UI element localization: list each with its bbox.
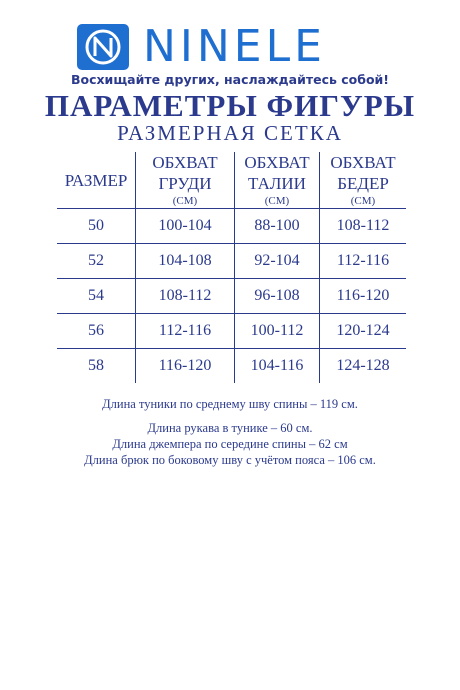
cell-hips: 124-128 — [320, 349, 407, 384]
cell-size: 56 — [57, 314, 136, 349]
header-hips: ОБХВАТ БЕДЕР (СМ) — [330, 153, 396, 207]
cell-bust: 116-120 — [136, 349, 235, 384]
table-row — [57, 314, 406, 349]
cell-hips: 108-112 — [320, 209, 407, 244]
cell-size: 54 — [57, 279, 136, 314]
table-row — [57, 244, 406, 279]
header-waist: ОБХВАТ ТАЛИИ (СМ) — [235, 152, 320, 209]
cell-size: 50 — [57, 209, 136, 244]
table-row — [57, 349, 406, 384]
note-trousers-length: Длина брюк по боковому шву с учётом пояса – 106 см. — [84, 453, 376, 467]
cell-waist: 100-112 — [235, 314, 320, 349]
note-tunic-length: Длина туники по среднему шву спины – 119 см. — [102, 397, 358, 411]
brand-name: NINELE — [143, 21, 326, 72]
cell-hips: 116-120 — [320, 279, 407, 314]
cell-hips: 120-124 — [320, 314, 407, 349]
size-table — [57, 152, 406, 383]
cell-bust: 108-112 — [136, 279, 235, 314]
cell-waist: 96-108 — [235, 279, 320, 314]
header-size: РАЗМЕР — [57, 152, 136, 209]
cell-size: 52 — [57, 244, 136, 279]
brand-logo — [77, 21, 326, 72]
note-sleeve-length: Длина рукава в тунике – 60 см. — [147, 421, 313, 435]
ninele-logo-icon — [77, 24, 129, 70]
page-title: ПАРАМЕТРЫ ФИГУРЫ — [44, 88, 416, 123]
cell-waist: 104-116 — [235, 349, 320, 384]
measurement-notes — [0, 396, 460, 468]
cell-bust: 112-116 — [136, 314, 235, 349]
cell-waist: 88-100 — [235, 209, 320, 244]
brand-slogan: Восхищайте других, наслаждайтесь собой! — [70, 72, 390, 87]
page-subtitle: РАЗМЕРНАЯ СЕТКА — [117, 121, 343, 145]
table-header-row — [57, 152, 406, 209]
cell-bust: 100-104 — [136, 209, 235, 244]
cell-size: 58 — [57, 349, 136, 384]
note-jumper-length: Длина джемпера по середине спины – 62 см — [112, 437, 348, 451]
header-bust: ОБХВАТ ГРУДИ (СМ) — [136, 152, 235, 209]
table-row — [57, 279, 406, 314]
cell-hips: 112-116 — [320, 244, 407, 279]
cell-bust: 104-108 — [136, 244, 235, 279]
cell-waist: 92-104 — [235, 244, 320, 279]
table-row — [57, 209, 406, 244]
